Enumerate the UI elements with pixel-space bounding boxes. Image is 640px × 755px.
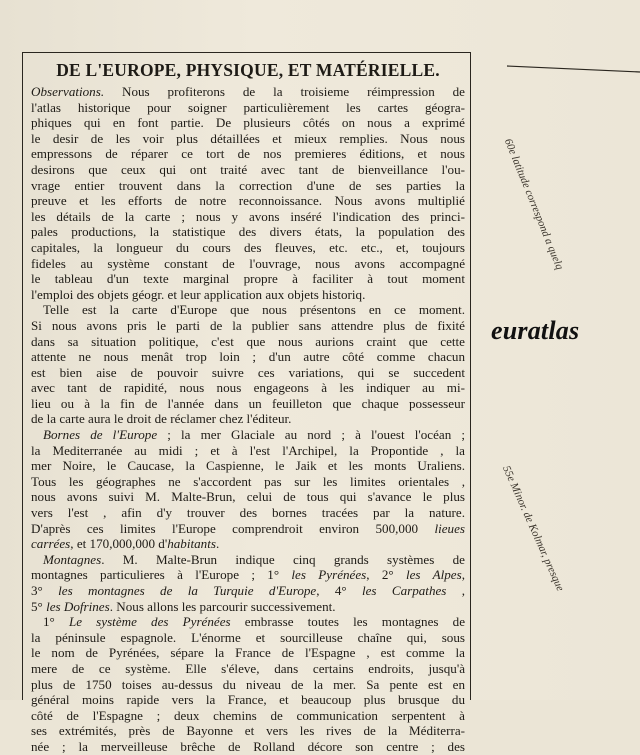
text-span: les détails de la carte ; nous y avons inséré l'indication des princi- xyxy=(31,208,465,224)
text-span: ; la mer Glaciale au nord ; à l'ouest l'océan ; xyxy=(157,427,465,443)
text-span: mer Noire, le Caucase, la Caspienne, le Jaik et les monts Uraliens. xyxy=(31,458,465,474)
text-line xyxy=(31,224,465,240)
italic-text: les Dofrines xyxy=(46,598,110,614)
text-line xyxy=(31,614,465,630)
text-span: attente ne nous menât trop loin ; d'un autre côté comme chacun xyxy=(31,349,465,365)
text-span: est bien aise de pouvoir suivre ces variations, qui se succedent xyxy=(31,364,465,380)
text-span: général moins rapide vers la France, et beaucoup plus brusque du xyxy=(31,692,465,708)
text-span: embrasse toutes les montagnes de xyxy=(230,614,465,630)
italic-text: lieues xyxy=(434,520,465,536)
text-span: Nous profiterons de la troisieme réimpression de xyxy=(104,84,465,99)
text-span: 1° xyxy=(43,614,69,630)
text-line xyxy=(31,599,465,615)
text-span: Tous les géographes ne s'accordent pas sur les limites orientales , xyxy=(31,473,465,489)
text-span: l'emploi des objets géogr. et leur application aux objets historiq. xyxy=(31,286,366,302)
text-span: la Mediterranée au midi ; et à l'est l'Archipel, la Propontide , la xyxy=(31,442,465,458)
text-line xyxy=(31,349,465,365)
text-span: Telle est la carte d'Europe que nous présentons en ce moment. xyxy=(43,302,465,318)
watermark-logo: euratlas xyxy=(491,316,580,345)
text-span: plus de 1750 toises au-dessus du niveau de la mer. Sa pente est en xyxy=(31,676,465,692)
column-top-rule xyxy=(22,52,471,53)
text-span: . xyxy=(215,536,220,552)
text-line xyxy=(31,677,465,693)
text-line xyxy=(31,193,465,209)
text-line xyxy=(31,474,465,490)
text-line xyxy=(31,84,465,100)
map-label-meridian: 55e Minor. de Kolmar, presque xyxy=(500,464,567,594)
text-span: montagnes particulieres à l'Europe ; 1° xyxy=(31,567,292,583)
text-line xyxy=(31,739,465,755)
text-line xyxy=(31,256,465,272)
page-heading: DE L'EUROPE, PHYSIQUE, ET MATÉRIELLE. xyxy=(56,60,440,80)
text-line xyxy=(31,209,465,225)
text-line xyxy=(31,411,465,427)
text-span: 3° xyxy=(31,583,59,598)
text-span: le nom de Pyrénées, sépare la France de l'Espagne , est comme la xyxy=(31,645,465,661)
text-span: l'atlas historique pour soigner particulièrement les cartes géogra- xyxy=(31,99,465,115)
text-line xyxy=(31,318,465,334)
text-line xyxy=(31,146,465,162)
text-line xyxy=(31,115,465,131)
text-span: côté de l'Espagne ; deux chemins de communication serpentent à xyxy=(31,707,465,723)
text-span: lieu ou à la fin de l'année dans un feuilleton que chaque possesseur xyxy=(31,395,465,411)
text-span: pales productions, la statistique des divers états, la population des xyxy=(31,224,465,240)
body-text xyxy=(31,84,465,755)
text-line xyxy=(31,661,465,677)
text-span: le desir de les voir plus détaillées et mieux remplies. Nous nous xyxy=(31,130,465,146)
text-line xyxy=(31,131,465,147)
text-line xyxy=(31,396,465,412)
text-span: nous avons suivi M. Malte-Brun, celui de tous qui s'avance le plus xyxy=(31,489,465,505)
italic-text: les montagnes de la Turquie d'Europe xyxy=(58,583,317,598)
text-span: 5° xyxy=(31,598,47,614)
text-span: , 4° xyxy=(316,583,362,598)
text-span: . M. Malte-Brun indique cinq grands systèmes de xyxy=(101,551,465,567)
text-line xyxy=(31,380,465,396)
italic-text: Le système des Pyrénées xyxy=(68,614,231,630)
text-span: fideles au système constant de l'ouvrage, nous avons accompagné xyxy=(31,255,465,271)
text-span: vers l'est , afin d'y trouver des bornes tracées par la nature. xyxy=(31,505,465,521)
text-span: desirons que ceux qui ont traité avec tant de bienveillance l'ou- xyxy=(31,161,465,177)
italic-text: les Carpathes xyxy=(361,583,447,598)
text-line xyxy=(31,583,465,599)
text-span: de la carte aura le droit de réclamer chez l'éditeur. xyxy=(31,411,292,427)
text-line xyxy=(31,178,465,194)
italic-text: carrées xyxy=(31,536,71,552)
text-line xyxy=(31,427,465,443)
text-span: née ; la merveilleuse brêche de Rolland décore son centre ; des xyxy=(31,738,465,754)
text-span: ses extrémités, près de Bayonne et vers les rives de la Méditerra- xyxy=(31,723,465,739)
text-line xyxy=(31,100,465,116)
text-span: empressons de réparer ce tort de nos premieres éditions, et nous xyxy=(31,146,465,162)
text-span: phiques qui en font partie. De plusieurs côtés on nous a exprimé xyxy=(31,115,465,131)
text-span: le tableau d'un texte marginal propre à faciliter à tout moment xyxy=(31,271,465,287)
map-fragment xyxy=(471,52,640,700)
text-line xyxy=(31,287,465,303)
text-line xyxy=(31,536,465,552)
map-border-lines xyxy=(471,52,640,700)
text-line xyxy=(31,240,465,256)
text-line xyxy=(31,567,465,583)
italic-text: habitants xyxy=(167,536,216,552)
text-line xyxy=(31,334,465,350)
text-line xyxy=(31,708,465,724)
text-span: mere de ce système. Elle s'éleve, dans certains endroits, jusqu'à xyxy=(31,660,465,676)
text-line xyxy=(31,723,465,739)
text-span: avec tant de rapidité, nous nous engageons à les indiquer au mi- xyxy=(31,380,465,396)
text-span: preuve et les efforts de notre reconnoissance. Nous avons multiplié xyxy=(31,193,465,209)
text-line xyxy=(31,271,465,287)
text-line xyxy=(31,552,465,568)
text-line xyxy=(31,645,465,661)
text-span: , 2° xyxy=(366,567,406,583)
italic-text: Montagnes xyxy=(43,551,102,567)
text-span: Si nous avons pris le parti de la publier sans attendre plus de fixité xyxy=(31,317,465,333)
text-span: vrage entier trouvent dans la correction d'une de ses parties la xyxy=(31,177,465,193)
text-column xyxy=(31,60,465,755)
text-line xyxy=(31,489,465,505)
text-line xyxy=(31,162,465,178)
text-span: la péninsule espagnole. L'énorme et sourcilleuse chaîne qui, sous xyxy=(31,629,465,645)
text-span: , et 170,000,000 d' xyxy=(70,536,168,552)
text-span: . Nous allons les parcourir successivement. xyxy=(109,598,336,614)
text-line xyxy=(31,521,465,537)
text-line xyxy=(31,302,465,318)
text-line xyxy=(31,365,465,381)
text-span: D'après ces limites l'Europe comprendroit environ 500,000 xyxy=(31,520,435,536)
map-label-latitude: 60e latitude correspond a quelq xyxy=(501,137,566,272)
text-span: , xyxy=(461,567,465,583)
column-left-rule xyxy=(22,52,23,700)
text-span: dans sa situation politique, c'est que nous aurions craint que cette xyxy=(31,333,465,349)
text-line xyxy=(31,505,465,521)
text-line xyxy=(31,630,465,646)
text-span: , xyxy=(446,583,465,598)
italic-text: les Alpes xyxy=(405,567,462,583)
text-span: capitales, la longueur du cours des fleuves, etc. etc., et, toujours xyxy=(31,239,465,255)
italic-text: Observations. xyxy=(31,84,105,99)
italic-text: Bornes de l'Europe xyxy=(43,427,158,443)
italic-text: les Pyrénées xyxy=(291,567,367,583)
text-line xyxy=(31,443,465,459)
text-line xyxy=(31,458,465,474)
